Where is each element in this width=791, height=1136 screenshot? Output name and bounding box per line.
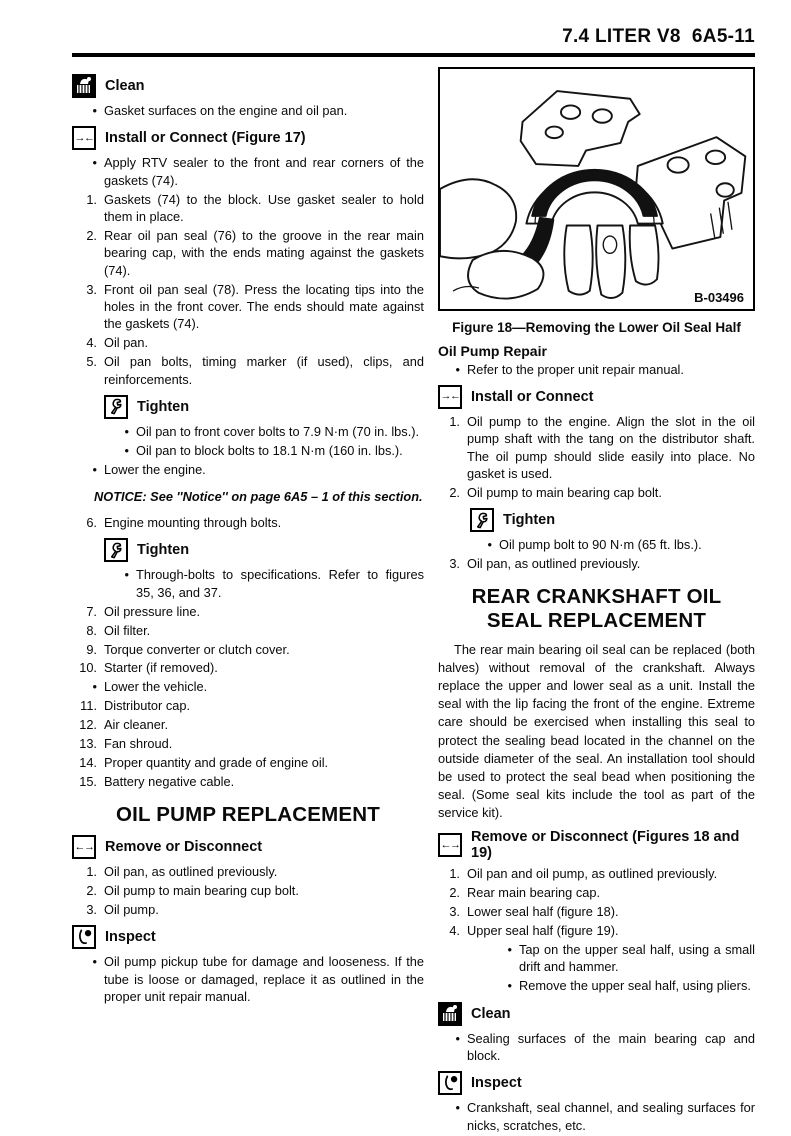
list-item: 11. Distributor cap. <box>72 697 424 714</box>
number-marker: 7. <box>86 603 97 619</box>
bullet-marker: • <box>487 537 492 553</box>
list-item: • Oil pan to block bolts to 18.1 N·m (160 in. lbs.). <box>104 442 424 459</box>
section-clean-1 <box>72 74 424 98</box>
section-label: Inspect <box>471 1075 522 1092</box>
list-item: 10. Starter (if removed). <box>72 659 424 676</box>
clean-icon <box>438 1002 462 1026</box>
section-clean-2 <box>438 1002 755 1026</box>
two-column-layout <box>72 67 755 1136</box>
clean-icon <box>72 74 96 98</box>
number-marker: 2. <box>449 484 460 500</box>
list-item: 3. Front oil pan seal (78). Press the locating tips into the holes in the front cover. The ends should mate against the gaskets (74). <box>72 281 424 333</box>
section-label: Remove or Disconnect <box>105 839 263 856</box>
section-label: Remove or Disconnect (Figures 18 and 19) <box>471 829 740 862</box>
list-item: 5. Oil pan bolts, timing marker (if used), clips, and reinforcements. <box>72 353 424 388</box>
list-item: 2. Rear main bearing cap. <box>438 884 755 901</box>
list-item: 4. Oil pan. <box>72 334 424 351</box>
list-item: • Remove the upper seal half, using pliers. <box>490 977 755 994</box>
list-item: 7. Oil pressure line. <box>72 603 424 620</box>
bullet-marker: • <box>92 679 97 695</box>
install-or-connect-icon: →← <box>438 385 462 409</box>
list-item: 2. Oil pump to main bearing cap bolt. <box>438 484 755 501</box>
section-inspect-2 <box>438 1071 755 1095</box>
section-label: Install or Connect (Figure 17) <box>105 130 306 147</box>
bullet-marker: • <box>92 954 97 970</box>
left-column <box>72 67 424 1136</box>
number-marker: 6. <box>86 515 97 531</box>
number-marker: 3. <box>86 901 97 917</box>
bullet-marker: • <box>124 567 129 583</box>
number-marker: 13. <box>79 735 97 751</box>
number-marker: 3. <box>449 556 460 572</box>
bullet-marker: • <box>92 103 97 118</box>
list-item: • Oil pump bolt to 90 N·m (65 ft. lbs.). <box>470 536 755 553</box>
list-item: 1. Oil pump to the engine. Align the slot in the oil pump shaft with the tang on the distributor shaft. The oil pump should slide easily into place. No gasket is used. <box>438 413 755 483</box>
number-marker: 3. <box>449 904 460 920</box>
figure-code-label: B-03496 <box>694 290 744 305</box>
page-header-title: 7.4 LITER V8 6A5-11 <box>562 26 755 47</box>
number-marker: 10. <box>79 660 97 676</box>
number-marker: 8. <box>86 622 97 638</box>
list-item: 3. Oil pump. <box>72 901 424 918</box>
list-item: • Through-bolts to specifications. Refer to figures 35, 36, and 37. <box>104 566 424 601</box>
bullet-marker: • <box>455 1030 460 1046</box>
list-item: 1. Oil pan and oil pump, as outlined previously. <box>438 865 755 882</box>
heading-line-1: REAR CRANKSHAFT OIL <box>471 584 722 608</box>
bullet-marker: • <box>507 978 512 994</box>
number-marker: 5. <box>86 354 97 370</box>
list-item: 6. Engine mounting through bolts. <box>72 514 424 531</box>
list-item: • Sealing surfaces of the main bearing cap and block. <box>438 1030 755 1065</box>
list-item: • Oil pan to front cover bolts to 7.9 N·m (70 in. lbs.). <box>104 423 424 440</box>
remove-or-disconnect-icon: ←→ <box>72 835 96 859</box>
list-item: 14. Proper quantity and grade of engine oil. <box>72 754 424 771</box>
figure-caption: Figure 18—Removing the Lower Oil Seal Half <box>452 320 741 335</box>
section-remove-or-disconnect-2 <box>438 829 755 861</box>
number-marker: 1. <box>449 413 460 429</box>
list-item: • Refer to the proper unit repair manual. <box>438 361 755 378</box>
list-item: • Tap on the upper seal half, using a small drift and hammer. <box>490 941 755 976</box>
list-item: 12. Air cleaner. <box>72 716 424 733</box>
tighten-icon <box>470 508 494 532</box>
header-rule <box>72 53 755 57</box>
number-marker: 2. <box>449 885 460 901</box>
list-item: 9. Torque converter or clutch cover. <box>72 641 424 658</box>
bullet-marker: • <box>92 461 97 477</box>
number-marker: 15. <box>79 773 97 789</box>
list-item: • Lower the engine. <box>72 461 424 478</box>
section-label: Inspect <box>105 929 156 946</box>
bullet-marker: • <box>455 361 460 377</box>
number-marker: 11. <box>80 698 97 714</box>
bullet-marker: • <box>455 1100 460 1116</box>
list-item: • Crankshaft, seal channel, and sealing surfaces for nicks, scratches, etc. <box>438 1099 755 1134</box>
install-or-connect-icon: →← <box>72 126 96 150</box>
section-tighten-2 <box>104 538 424 562</box>
number-marker: 1. <box>86 864 97 880</box>
number-marker: 3. <box>86 281 97 297</box>
list-item: 13. Fan shroud. <box>72 735 424 752</box>
section-label: Tighten <box>503 512 556 529</box>
number-marker: 1. <box>449 866 460 882</box>
inspect-icon <box>72 925 96 949</box>
list-item: • Apply RTV sealer to the front and rear corners of the gaskets (74). <box>72 154 424 189</box>
section-label: Tighten <box>137 542 190 559</box>
list-item: 1. Gaskets (74) to the block. Use gasket sealer to hold them in place. <box>72 191 424 226</box>
number-marker: 1. <box>86 191 97 207</box>
list-item: • Lower the vehicle. <box>72 678 424 695</box>
list-item: • Oil pump pickup tube for damage and looseness. If the tube is loose or damaged, replace it as outlined in the proper unit repair manual. <box>72 953 424 1005</box>
section-tighten-3 <box>470 508 755 532</box>
number-marker: 9. <box>86 641 97 657</box>
right-column <box>438 67 755 1136</box>
section-install-or-connect-1 <box>72 126 424 150</box>
list-item: 3. Lower seal half (figure 18). <box>438 903 755 920</box>
inspect-icon <box>438 1071 462 1095</box>
number-marker: 2. <box>86 227 97 243</box>
number-marker: 4. <box>449 923 460 939</box>
tighten-icon <box>104 395 128 419</box>
list-item: 4. Upper seal half (figure 19). <box>438 922 755 939</box>
number-marker: 12. <box>79 717 97 733</box>
figure-18 <box>438 67 755 311</box>
number-marker: 4. <box>86 335 97 351</box>
section-label: Install or Connect <box>471 388 594 405</box>
subheading-oil-pump-repair: Oil Pump Repair <box>438 343 547 359</box>
remove-or-disconnect-icon: ←→ <box>438 833 462 857</box>
section-inspect-1 <box>72 925 424 949</box>
bullet-marker: • <box>124 423 129 439</box>
section-label: Tighten <box>137 398 190 415</box>
notice-text: NOTICE: See ''Notice'' on page 6A5 – 1 of this section. <box>94 489 423 505</box>
section-install-or-connect-2 <box>438 385 755 409</box>
list-item: 1. Oil pan, as outlined previously. <box>72 863 424 880</box>
section-remove-or-disconnect-1 <box>72 835 424 859</box>
section-label: Clean <box>105 78 145 94</box>
body-paragraph: The rear main bearing oil seal can be replaced (both halves) without removal of the crankshaft. Always replace the upper and lower seal as a unit. Install the seal with the lip facing the front of the engine. Extreme care should be exercised when installing this seal to protect the sealing bead located in the channel on the outside diameter of the seal. An installation tool should be used to protect the seal bead when positioning the seal. (Some seal kits include the tool as part of the service kit). <box>438 641 755 821</box>
figure-line-art <box>440 69 753 309</box>
list-item: • Gasket surfaces on the engine and oil pan. <box>72 102 424 119</box>
list-item: 3. Oil pan, as outlined previously. <box>438 555 755 572</box>
bullet-marker: • <box>124 442 129 458</box>
number-marker: 14. <box>79 754 97 770</box>
list-item: 8. Oil filter. <box>72 622 424 639</box>
heading-line-2: SEAL REPLACEMENT <box>486 609 707 633</box>
list-item: 15. Battery negative cable. <box>72 773 424 790</box>
section-label: Clean <box>471 1005 511 1022</box>
bullet-marker: • <box>92 155 97 171</box>
list-item: 2. Oil pump to main bearing cup bolt. <box>72 882 424 899</box>
list-item: 2. Rear oil pan seal (76) to the groove in the rear main bearing cap, with the ends mating against the gaskets (74). <box>72 227 424 279</box>
section-tighten-1 <box>104 395 424 419</box>
heading-rear-crankshaft-oil-seal <box>438 585 755 634</box>
bullet-marker: • <box>507 941 512 957</box>
number-marker: 2. <box>86 883 97 899</box>
heading-oil-pump-replacement: OIL PUMP REPLACEMENT <box>115 803 381 827</box>
tighten-icon <box>104 538 128 562</box>
